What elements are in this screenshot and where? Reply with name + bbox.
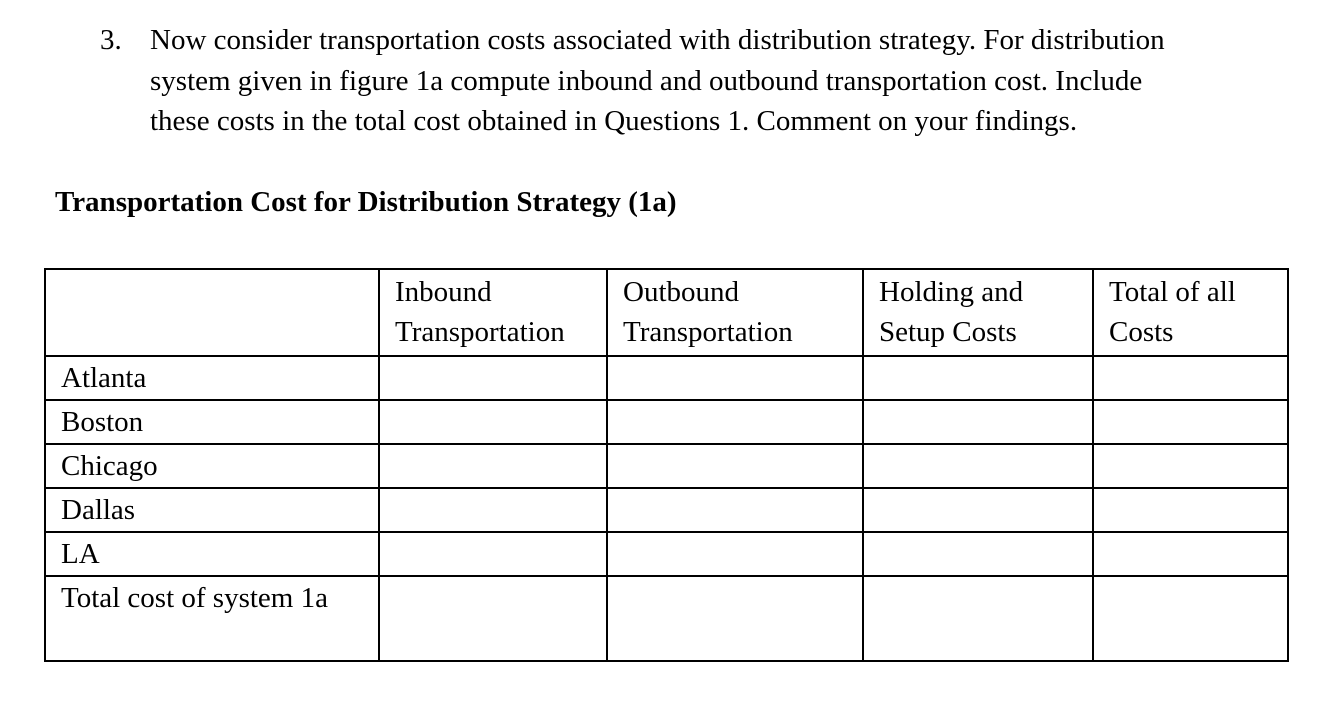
cell-atlanta-total[interactable] [1093, 356, 1288, 400]
header-outbound-transportation: Outbound Transportation [607, 269, 863, 356]
cell-atlanta-inbound[interactable] [379, 356, 607, 400]
cell-boston-outbound[interactable] [607, 400, 863, 444]
table-row [45, 488, 1288, 532]
row-label-atlanta: Atlanta [45, 356, 379, 400]
cell-dallas-holding[interactable] [863, 488, 1093, 532]
table-header-row [45, 269, 1288, 356]
header-cell-blank [45, 269, 379, 356]
question-block [100, 20, 1300, 142]
table-row-total [45, 576, 1288, 661]
cell-dallas-outbound[interactable] [607, 488, 863, 532]
cell-boston-total[interactable] [1093, 400, 1288, 444]
table-row [45, 356, 1288, 400]
cell-chicago-holding[interactable] [863, 444, 1093, 488]
row-label-boston: Boston [45, 400, 379, 444]
table-row [45, 400, 1288, 444]
cell-atlanta-holding[interactable] [863, 356, 1093, 400]
question-number: 3. [100, 24, 122, 56]
cell-la-inbound[interactable] [379, 532, 607, 576]
cell-boston-inbound[interactable] [379, 400, 607, 444]
cell-boston-holding[interactable] [863, 400, 1093, 444]
header-holding-setup-costs: Holding and Setup Costs [863, 269, 1093, 356]
cell-chicago-outbound[interactable] [607, 444, 863, 488]
cell-la-outbound[interactable] [607, 532, 863, 576]
table-row [45, 532, 1288, 576]
cell-total-outbound[interactable] [607, 576, 863, 661]
cell-la-holding[interactable] [863, 532, 1093, 576]
cell-chicago-total[interactable] [1093, 444, 1288, 488]
cell-chicago-inbound[interactable] [379, 444, 607, 488]
header-total-all-costs: Total of all Costs [1093, 269, 1288, 356]
cell-la-total[interactable] [1093, 532, 1288, 576]
question-text: Now consider transportation costs associated with distribution strategy. For distribution system given in figure 1a compute inbound and outbound transportation cost. Include these costs in the total cost obtained in Questions 1. Comment on your findings. [150, 24, 1165, 137]
row-label-chicago: Chicago [45, 444, 379, 488]
cell-dallas-inbound[interactable] [379, 488, 607, 532]
cell-dallas-total[interactable] [1093, 488, 1288, 532]
transportation-cost-table [44, 268, 1289, 662]
cell-total-inbound[interactable] [379, 576, 607, 661]
table-row [45, 444, 1288, 488]
row-label-la: LA [45, 532, 379, 576]
header-inbound-transportation: Inbound Transportation [379, 269, 607, 356]
cell-total-holding[interactable] [863, 576, 1093, 661]
section-title: Transportation Cost for Distribution Strategy (1a) [55, 186, 677, 218]
cell-total-all[interactable] [1093, 576, 1288, 661]
cell-atlanta-outbound[interactable] [607, 356, 863, 400]
row-label-total-cost: Total cost of system 1a [45, 576, 379, 661]
row-label-dallas: Dallas [45, 488, 379, 532]
